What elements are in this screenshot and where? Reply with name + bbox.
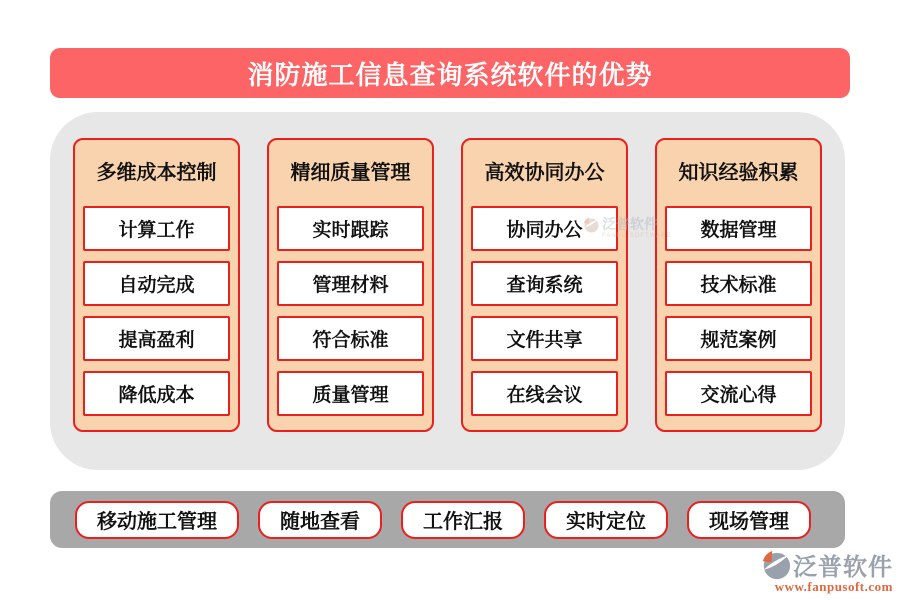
- column-quality-management: [267, 138, 434, 432]
- item-button[interactable]: 在线会议: [471, 371, 618, 416]
- watermark-name: 泛普软件: [602, 216, 658, 232]
- page-title: 消防施工信息查询系统软件的优势: [50, 48, 850, 98]
- pill-button[interactable]: 现场管理: [687, 501, 811, 539]
- item-button[interactable]: 实时跟踪: [277, 206, 424, 251]
- fanpu-logo-icon: [761, 550, 791, 580]
- column-items: [471, 206, 618, 416]
- column-header: 高效协同办公: [484, 162, 605, 184]
- column-cost-control: [73, 138, 240, 432]
- column-items: [665, 206, 812, 416]
- column-header: 精细质量管理: [290, 162, 411, 184]
- logo-name: 泛普软件: [793, 554, 893, 581]
- logo-url: www.fanpusoft.com: [774, 579, 893, 594]
- item-button[interactable]: 文件共享: [471, 316, 618, 361]
- item-button[interactable]: 交流心得: [665, 371, 812, 416]
- column-items: [83, 206, 230, 416]
- item-button[interactable]: 符合标准: [277, 316, 424, 361]
- item-button[interactable]: 协同办公: [471, 206, 618, 251]
- pill-button[interactable]: 工作汇报: [401, 501, 525, 539]
- column-items: [277, 206, 424, 416]
- column-header: 多维成本控制: [96, 162, 217, 184]
- item-button[interactable]: 管理材料: [277, 261, 424, 306]
- item-button[interactable]: 计算工作: [83, 206, 230, 251]
- item-button[interactable]: 规范案例: [665, 316, 812, 361]
- item-button[interactable]: 降低成本: [83, 371, 230, 416]
- watermark-sub: FANPU SOFTWARE: [602, 233, 672, 239]
- item-button[interactable]: 提高盈利: [83, 316, 230, 361]
- column-header: 知识经验积累: [678, 162, 799, 184]
- item-button[interactable]: 查询系统: [471, 261, 618, 306]
- fanpu-logo: [761, 547, 893, 595]
- item-button[interactable]: 质量管理: [277, 371, 424, 416]
- pill-button[interactable]: 实时定位: [544, 501, 668, 539]
- column-collaboration: [461, 138, 628, 432]
- pill-button[interactable]: 随地查看: [258, 501, 382, 539]
- item-button[interactable]: 数据管理: [665, 206, 812, 251]
- item-button[interactable]: 自动完成: [83, 261, 230, 306]
- mobile-features-bar: [50, 491, 845, 548]
- pill-button[interactable]: 移动施工管理: [75, 501, 239, 539]
- column-knowledge: [655, 138, 822, 432]
- advantages-panel: [50, 112, 845, 470]
- item-button[interactable]: 技术标准: [665, 261, 812, 306]
